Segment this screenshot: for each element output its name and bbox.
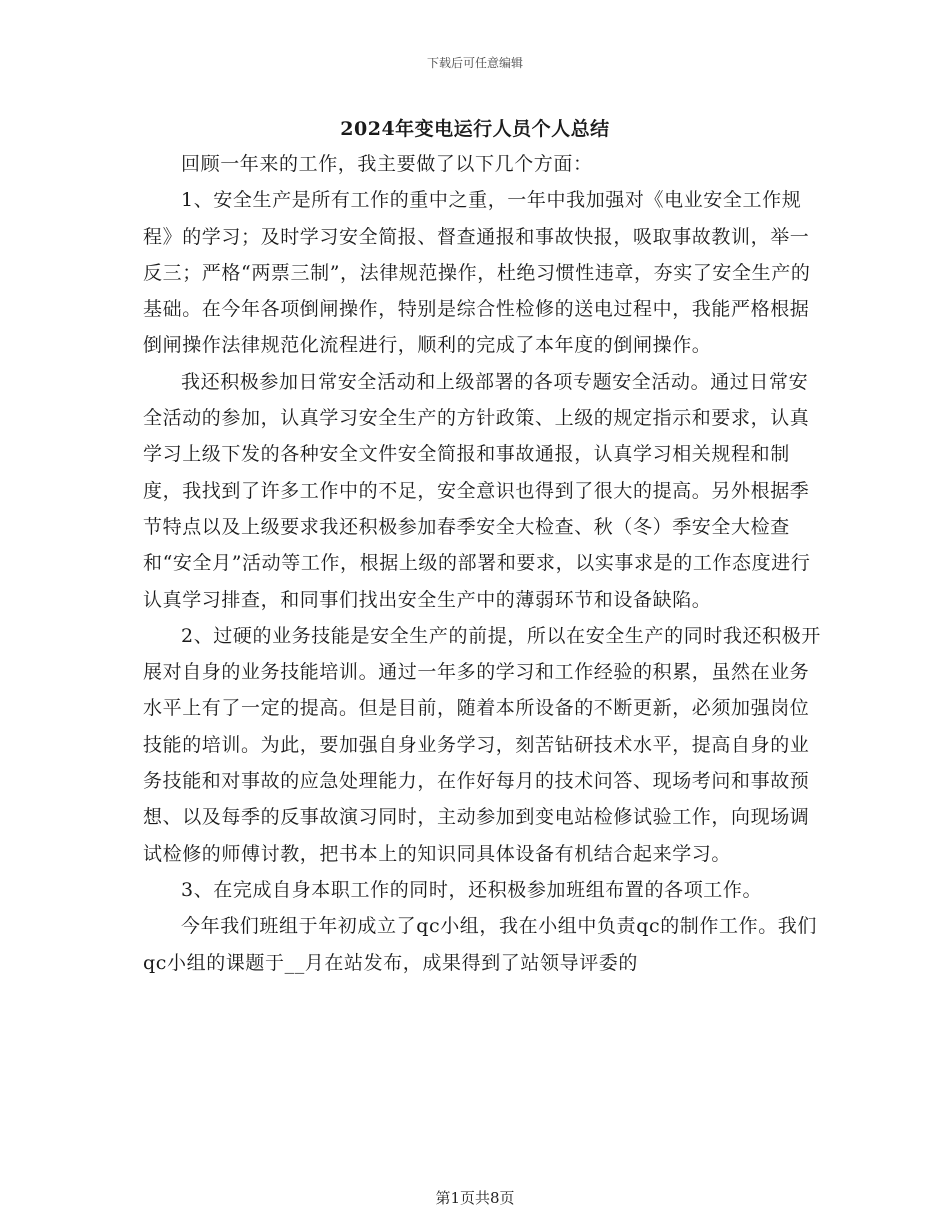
page-header-note: 下载后可任意编辑 xyxy=(426,56,523,70)
paragraph-qc-group: 今年我们班组于年初成立了qc小组，我在小组中负责qc的制作工作。我们qc小组的课题于__月在站发布，成果得到了站领导评委的 xyxy=(143,915,818,974)
document-title: 2024年变电运行人员个人总结 xyxy=(340,118,610,140)
paragraph-skills-training: 2、过硬的业务技能是安全生产的前提，所以在安全生产的同时我还积极开展对自身的业务技能培训。通过一年多的学习和工作经验的积累，虽然在业务水平上有了一定的提高。但是目前，随着本所设备的不断更新，必须加强岗位技能的培训。为此，要加强自身业务学习，刻苦钻研技术水平，提高自身的业务技能和对事故的应急处理能力，在作好每月的技术问答、现场考问和事故预想、以及每季的反事故演习同时，主动参加到变电站检修试验工作，向现场调试检修的师傅讨教，把书本上的知识同具体设备有机结合起来学习。 xyxy=(143,624,821,865)
paragraph-safety-production: 1、安全生产是所有工作的重中之重，一年中我加强对《电业安全工作规程》的学习；及时学习安全简报、督查通报和事故快报，吸取事故教训，举一反三；严格“两票三制”，法律规范操作，杜绝习惯性违章，夯实了安全生产的基础。在今年各项倒闸操作，特别是综合性检修的送电过程中，我能严格根据倒闸操作法律规范化流程进行，顺利的完成了本年度的倒闸操作。 xyxy=(143,189,811,357)
paragraph-safety-activities: 我还积极参加日常安全活动和上级部署的各项专题安全活动。通过日常安全活动的参加，认真学习安全生产的方针政策、上级的规定指示和要求，认真学习上级下发的各种安全文件安全简报和事故通报，认真学习相关规程和制度，我找到了许多工作中的不足，安全意识也得到了很大的提高。另外根据季节特点以及上级要求我还积极参加春季安全大检查、秋（冬）季安全大检查和“安全月”活动等工作，根据上级的部署和要求，以实事求是的工作态度进行认真学习排查，和同事们找出安全生产中的薄弱环节和设备缺陷。 xyxy=(143,370,811,611)
paragraph-team-work: 3、在完成自身本职工作的同时，还积极参加班组布置的各项工作。 xyxy=(181,878,763,901)
document-body xyxy=(143,146,823,981)
paragraph-intro: 回顾一年来的工作，我主要做了以下几个方面： xyxy=(181,153,593,175)
page-number: 第1页共8页 xyxy=(435,1189,515,1207)
